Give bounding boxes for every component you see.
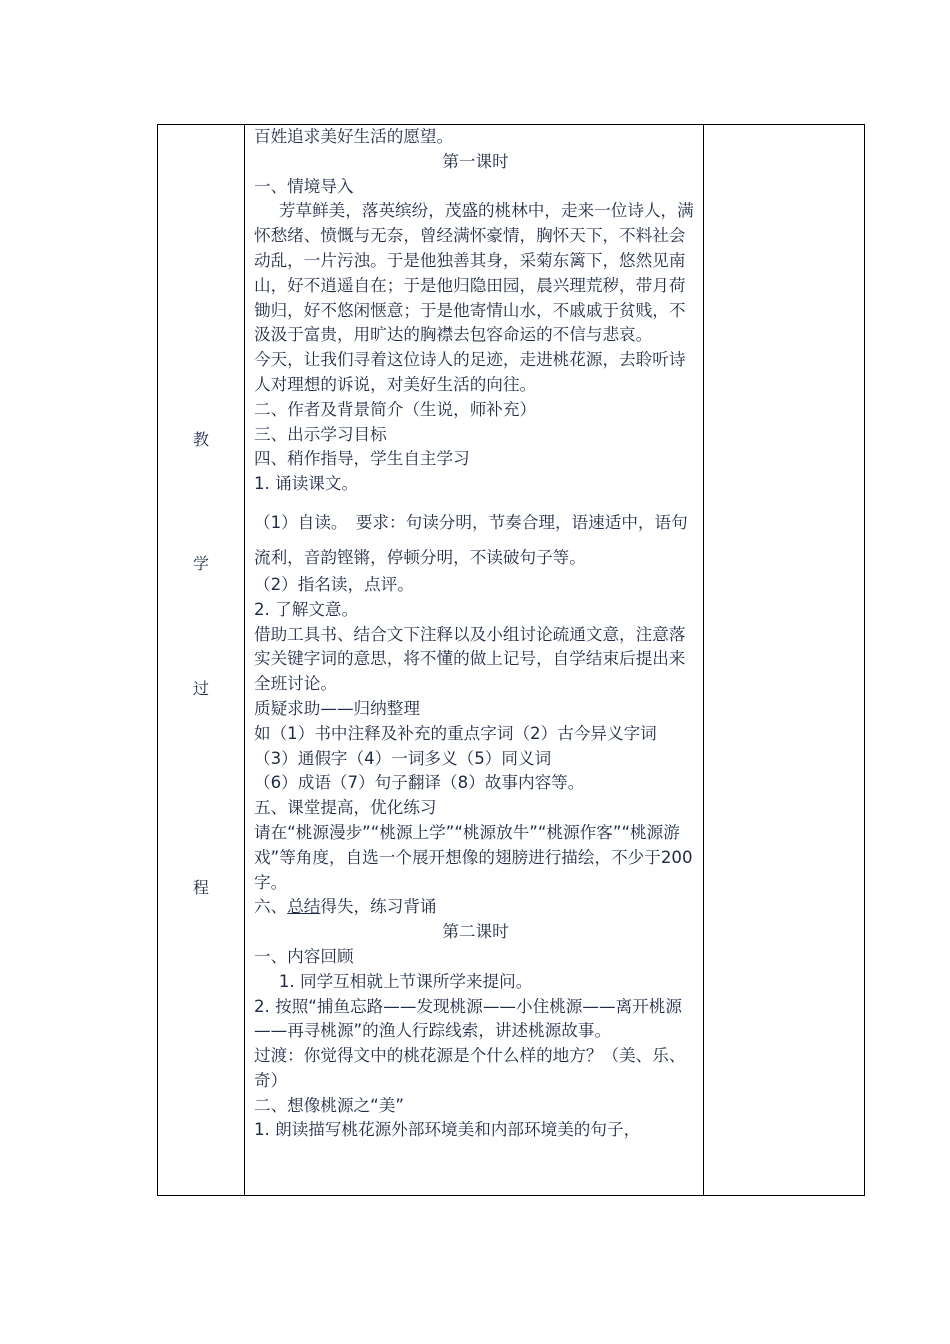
text-line: （6）成语（7）句子翻译（8）故事内容等。 [254, 773, 585, 793]
text-line: 1. 朗读描写桃花源外部环境美和内部环境美的句子， [254, 1120, 641, 1140]
section-heading: 第二课时 [442, 922, 509, 942]
paragraph: 2. 按照“捕鱼忘路——发现桃源——小住桃源——离开桃源——再寻桃源”的渔人行踪线索，讲述桃源故事。 [254, 996, 682, 1041]
text-line: （3）通假字（4）一词多义（5）同义词 [254, 748, 552, 768]
underlined-word: 总结 [287, 897, 321, 917]
content-cell [245, 125, 704, 1196]
lesson-content [245, 125, 703, 1143]
paragraph: 芳草鲜美，落英缤纷，茂盛的桃林中，走来一位诗人，满怀愁绪、愤慨与无奈，曾经满怀豪情，胸怀天下，不料社会动乱，一片污浊。于是他独善其身，采菊东篱下，悠然见南山，好不逍遥自在；于是他归隐田园，晨兴理荒秽，带月荷锄归，好不悠闲惬意；于是他寄情山水，不戚戚于贫贱，不汲汲于富贵，用旷达的胸襟去包容命运的不信与悲哀。 [254, 201, 694, 345]
section-heading: 第一课时 [442, 151, 509, 171]
section-heading: 五、课堂提高，优化练习 [254, 798, 437, 818]
stage-char: 程 [192, 878, 209, 897]
notes-cell [704, 125, 865, 1196]
section-heading: 一、内容回顾 [254, 946, 354, 966]
paragraph: 过渡：你觉得文中的桃花源是个什么样的地方？（美、乐、奇） [254, 1046, 686, 1090]
lesson-plan-table [157, 124, 865, 1196]
text-line: 如（1）书中注释及补充的重点字词（2）古今异义字词 [254, 723, 657, 743]
paragraph: 请在“桃源漫步”“桃源上学”“桃源放牛”“桃源作客”“桃源游戏”等角度，自选一个展开想像的翅膀进行描绘，不少于200字。 [254, 822, 693, 892]
section-heading: 一、情境导入 [254, 176, 354, 196]
text-line: （2）指名读，点评。 [254, 574, 414, 594]
text-line: 质疑求助——归纳整理 [254, 698, 420, 718]
section-heading: 四、稍作指导，学生自主学习 [254, 449, 470, 469]
text-line: 百姓追求美好生活的愿望。 [254, 127, 454, 146]
paragraph: （1）自读。 要求：句读分明，节奏合理，语速适中，语句流利，音韵铿锵，停顿分明，不读破句子等。 [254, 512, 688, 567]
paragraph: 今天，让我们寻着这位诗人的足迹，走进桃花源，去聆听诗人对理想的诉说，对美好生活的向往。 [254, 350, 686, 394]
text-fragment: 得失，练习背诵 [320, 897, 437, 917]
text-line: 2. 了解文意。 [254, 599, 359, 619]
text-line: 1. 诵读课文。 [254, 474, 359, 494]
section-heading: 三、出示学习目标 [254, 424, 387, 444]
section-heading: 二、作者及背景简介（生说，师补充） [254, 399, 537, 419]
stage-char: 教 [192, 430, 209, 449]
stage-char: 学 [192, 554, 209, 573]
text-line: 1. 同学互相就上节课所学来提问。 [278, 971, 533, 991]
stage-label-cell [158, 125, 245, 1196]
paragraph: 借助工具书、结合文下注释以及小组讨论疏通文意，注意落实关键字词的意思，将不懂的做上记号，自学结束后提出来全班讨论。 [254, 624, 686, 694]
stage-char: 过 [192, 679, 209, 698]
section-heading: 二、想像桃源之“美” [254, 1095, 404, 1115]
table-row [158, 125, 865, 1196]
section-heading [254, 895, 697, 920]
text-fragment: 六、 [254, 897, 288, 917]
